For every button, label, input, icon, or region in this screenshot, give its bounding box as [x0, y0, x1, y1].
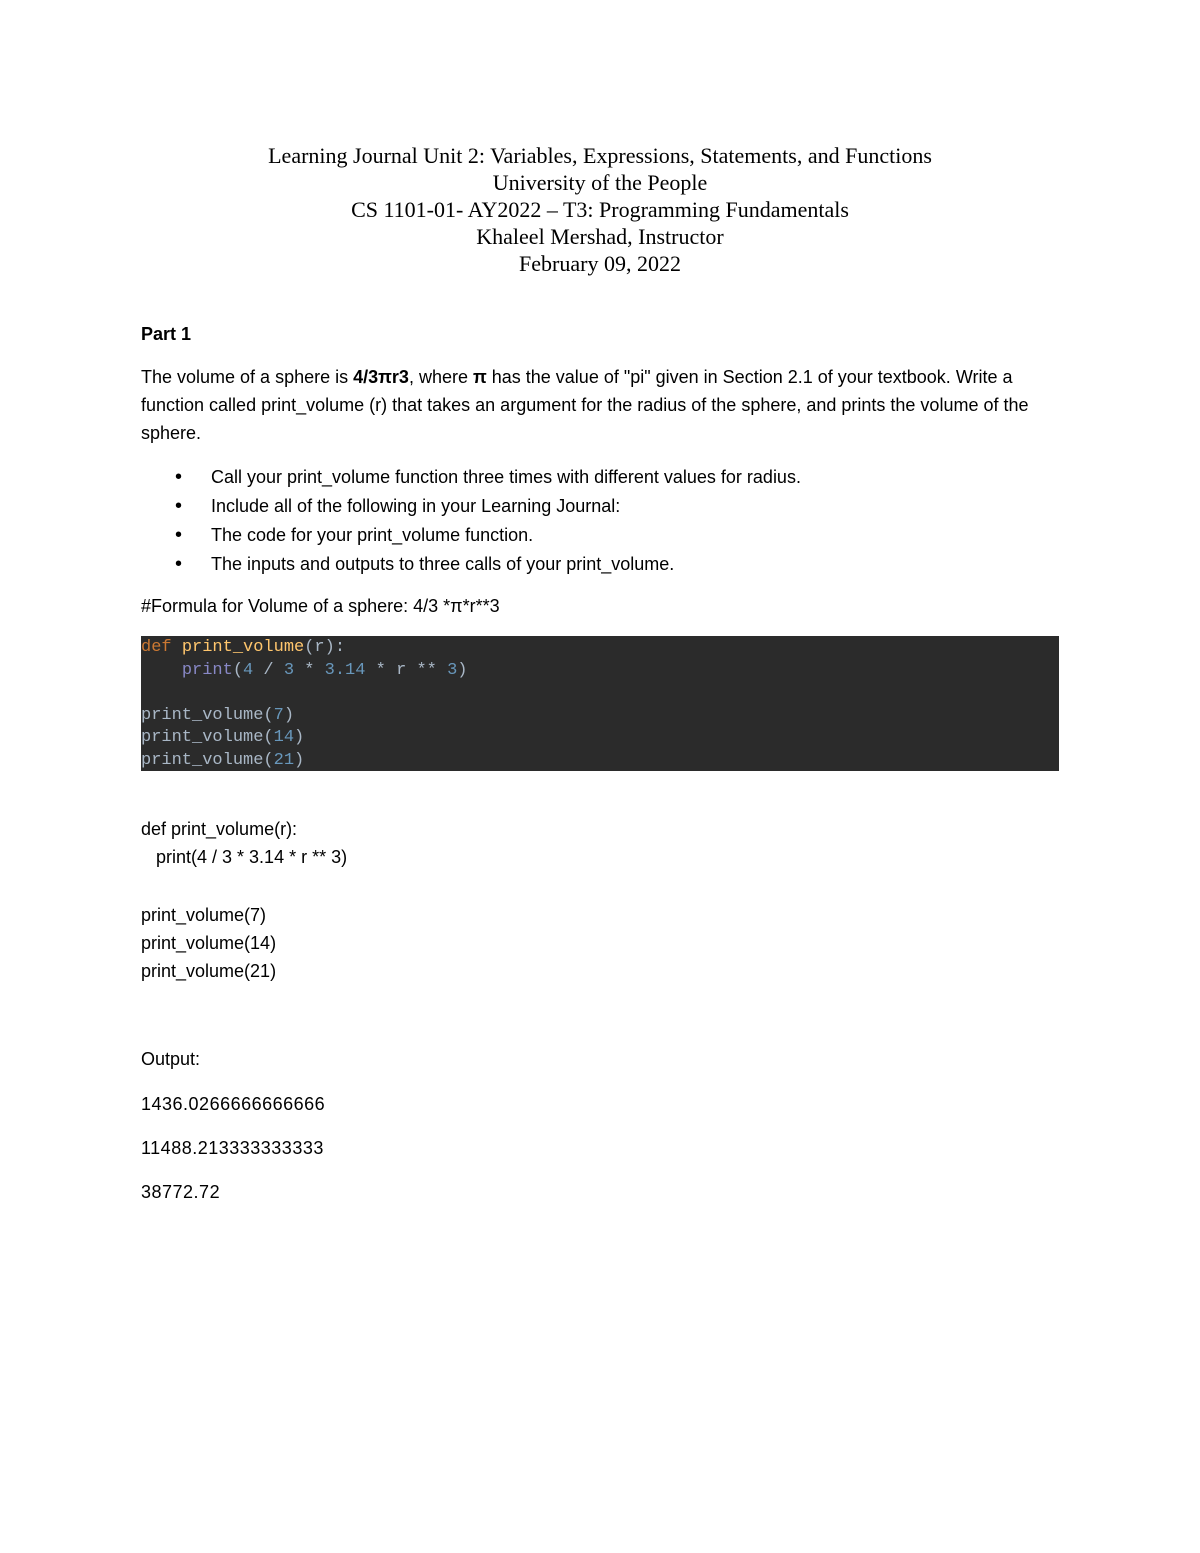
formula-comment: #Formula for Volume of a sphere: 4/3 *π*r**3 — [141, 596, 500, 616]
code-number: 3.14 — [324, 660, 366, 680]
highlighted-code-block — [141, 636, 1059, 771]
part-heading: Part 1 — [141, 324, 192, 344]
code-paren: ( — [263, 728, 274, 748]
document-header — [0, 142, 1200, 277]
code-number: 4 — [243, 660, 254, 680]
output-value: 11488.213333333333 — [141, 1138, 324, 1158]
description-suffix: has the value of "pi" given in Section 2.1 of your textbook. Write a function called print_volume (r) that takes an argument for the radius of the sphere, and prints the volume of the sphere. — [141, 367, 1029, 443]
description-mid: , where — [408, 367, 473, 387]
course-name: CS 1101-01- AY2022 – T3: Programming Fundamentals — [351, 197, 849, 222]
document-title: Learning Journal Unit 2: Variables, Expressions, Statements, and Functions — [268, 143, 932, 168]
call-argument: 7 — [273, 705, 284, 725]
function-params: (r): — [304, 638, 346, 657]
list-item: • Include all of the following in your Learning Journal: — [141, 492, 801, 521]
code-line-call — [141, 750, 1059, 773]
output-label: Output: — [141, 1049, 201, 1069]
list-item: • The inputs and outputs to three calls of your print_volume. — [141, 550, 801, 579]
plain-code-block — [141, 815, 347, 871]
code-paren: ) — [294, 750, 305, 770]
output-value: 38772.72 — [141, 1182, 221, 1202]
code-paren: ( — [263, 750, 274, 770]
list-item: • Call your print_volume function three times with different values for radius. — [141, 463, 801, 492]
code-operator: * r ** — [365, 660, 448, 680]
document-date: February 09, 2022 — [519, 251, 681, 276]
code-operator: / — [253, 660, 284, 680]
call-name: print_volume — [141, 728, 264, 748]
plain-call-list — [141, 901, 276, 985]
assignment-description — [141, 363, 1051, 447]
code-line-call — [141, 705, 1059, 728]
list-item: • The code for your print_volume function. — [141, 521, 801, 550]
output-value: 1436.0266666666666 — [141, 1094, 326, 1114]
function-name: print_volume — [181, 638, 305, 657]
code-paren: ) — [457, 660, 468, 680]
code-blank-line — [141, 682, 1059, 705]
code-line-print — [141, 660, 1059, 683]
call-name: print_volume — [141, 705, 264, 725]
plain-code-line: def print_volume(r): — [141, 819, 298, 839]
plain-call-line: print_volume(21) — [141, 961, 277, 981]
code-line-def — [141, 637, 1059, 660]
description-formula: 4/3πr3 — [353, 367, 409, 387]
keyword-def: def — [141, 638, 182, 657]
plain-call-line: print_volume(7) — [141, 905, 267, 925]
call-argument: 21 — [273, 750, 295, 770]
description-pi: π — [472, 367, 487, 387]
code-paren: ( — [232, 660, 244, 680]
call-argument: 14 — [273, 728, 295, 748]
code-paren: ) — [294, 728, 305, 748]
code-paren: ( — [263, 705, 274, 725]
code-operator: * — [294, 660, 325, 680]
institution-name: University of the People — [492, 170, 708, 195]
description-prefix: The volume of a sphere is — [141, 367, 354, 387]
call-name: print_volume — [141, 750, 264, 770]
builtin-print: print — [181, 660, 233, 680]
code-paren: ) — [283, 705, 295, 725]
code-number: 3 — [283, 660, 295, 680]
plain-code-line: print(4 / 3 * 3.14 * r ** 3) — [141, 847, 348, 867]
instructor-name: Khaleel Mershad, Instructor — [476, 224, 724, 249]
plain-call-line: print_volume(14) — [141, 933, 277, 953]
code-indent — [141, 661, 182, 680]
code-number: 3 — [447, 660, 458, 680]
code-line-call — [141, 727, 1059, 750]
instruction-list — [141, 463, 801, 579]
